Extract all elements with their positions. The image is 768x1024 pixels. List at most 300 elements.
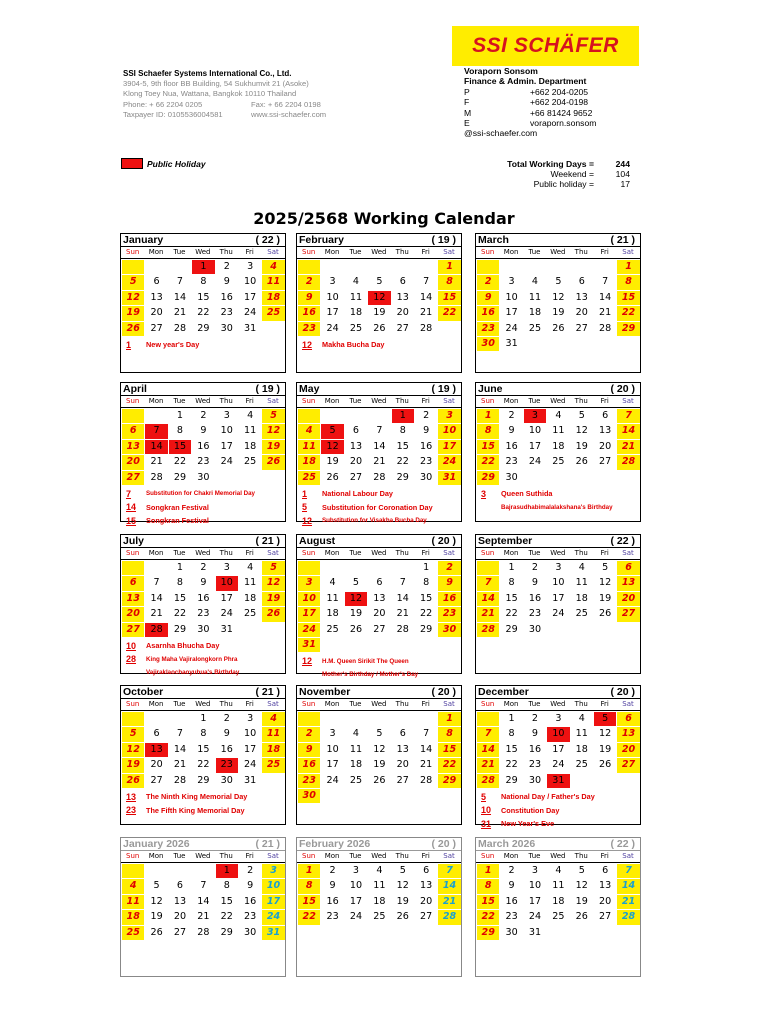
day-cell: 23 [438,607,460,621]
working-days-count: ( 20 ) [431,686,456,698]
weekday-sat: Sat [622,700,634,708]
day-cell: 4 [247,410,254,421]
holiday-note [126,666,285,680]
holiday-note-text: Makha Bucha Day [322,340,385,350]
company-fax: Fax: + 66 2204 0198 [251,99,321,109]
day-cell: 12 [575,425,588,437]
month-name: April [123,383,147,395]
weekday-mon: Mon [148,397,164,405]
working-days-count: ( 20 ) [610,383,635,395]
day-cell: 16 [438,592,460,606]
day-cell: 13 [599,880,612,892]
day-grid [476,259,640,351]
day-cell: 29 [173,623,187,635]
day-cell: 16 [244,895,257,907]
day-cell: 8 [508,577,515,589]
day-cell: 28 [617,910,639,924]
day-cell: 1 [508,562,515,573]
working-days-count: ( 20 ) [431,838,456,850]
weekday-sun: Sun [302,248,316,256]
day-cell: 1 [176,562,184,573]
day-cell: 12 [599,728,612,740]
weekday-tue: Tue [528,700,541,708]
month-name: September [478,535,533,547]
empty-cell [169,712,191,726]
day-cell: 17 [349,895,363,907]
month-name: February [299,234,344,246]
month-header [476,838,640,851]
empty-cell [500,260,522,274]
day-cell: 18 [244,440,257,452]
day-cell: 20 [420,895,433,907]
day-cell: 8 [399,425,406,437]
day-cell: 31 [547,774,569,788]
holiday-notes [121,788,285,817]
day-cell: 24 [505,322,518,334]
weekday-fri: Fri [600,852,609,860]
day-cell: 9 [200,577,207,589]
day-cell: 17 [505,307,518,319]
day-cell: 8 [176,577,184,589]
total-working-days-value: 244 [615,159,630,169]
weekday-wed: Wed [195,248,211,256]
day-cell: 8 [438,275,460,289]
day-cell: 28 [145,623,167,637]
weekday-header [297,851,461,863]
day-cell: 5 [578,410,585,421]
day-grid [476,560,640,637]
day-cell: 18 [552,440,565,452]
day-cell: 23 [528,608,542,620]
day-cell: 21 [617,895,639,909]
day-cell: 9 [423,425,430,437]
day-cell: 14 [396,592,409,604]
company-info [123,69,326,120]
weekday-header [121,851,285,863]
month-header [297,383,461,396]
weekday-wed: Wed [195,852,211,860]
holiday-note [302,338,461,352]
holiday-note [481,817,640,831]
day-cell: 11 [349,743,363,755]
empty-cell [145,712,167,726]
holiday-notes [121,336,285,352]
day-cell: 19 [599,743,612,755]
day-cell: 6 [153,276,160,288]
day-cell: 30 [505,926,518,938]
day-cell: 19 [326,456,339,468]
holiday-note [481,803,640,817]
month-header [121,686,285,699]
holiday-note-text: Vajiraklaochaoyuhua's Birthday [146,669,240,677]
day-cell: 19 [150,911,163,923]
day-cell: 19 [262,592,284,606]
day-cell: 3 [223,410,230,421]
day-cell: 3 [531,865,539,876]
day-cell: 3 [247,261,254,272]
public-holiday-label: Public holiday = [533,179,594,190]
day-cell: 28 [599,322,612,334]
day-cell: 12 [150,895,163,907]
day-cell: 7 [438,864,460,878]
empty-cell [192,864,214,878]
month-name: February 2026 [299,838,371,850]
weekday-sat: Sat [622,852,634,860]
holiday-note [302,487,461,501]
empty-cell [392,561,414,575]
day-cell: 13 [122,592,144,606]
day-cell: 11 [552,880,565,892]
day-grid [476,863,640,940]
day-cell: 2 [531,713,539,724]
day-cell: 14 [373,440,386,452]
day-cell: 30 [220,322,233,334]
weekday-sat: Sat [443,248,455,256]
public-holiday-legend [121,158,206,169]
day-cell: 5 [602,562,609,573]
day-cell: 10 [298,592,320,606]
holiday-note-date: 3 [481,488,487,499]
day-cell: 11 [349,291,363,303]
day-cell: 2 [223,261,230,272]
day-cell: 4 [376,865,383,876]
day-cell: 23 [528,759,542,771]
working-days-count: ( 19 ) [431,234,456,246]
weekday-header [297,699,461,711]
day-cell: 28 [396,623,409,635]
day-cell: 10 [244,728,257,740]
weekday-header [121,247,285,259]
weekday-header [121,699,285,711]
day-cell: 10 [220,425,233,437]
day-cell: 15 [505,743,518,755]
day-cell: 30 [505,471,518,483]
day-grid [297,259,461,336]
day-grid [297,560,461,652]
day-cell: 18 [262,743,284,757]
day-cell: 16 [528,592,542,604]
day-cell: 18 [528,307,542,319]
empty-cell [477,712,499,726]
day-cell: 11 [373,880,386,892]
empty-cell [392,712,414,726]
month-august [296,534,462,679]
weekday-sat: Sat [443,397,455,405]
day-cell: 4 [122,879,144,893]
weekday-mon: Mon [324,248,340,256]
day-cell: 24 [528,911,542,923]
contact-m-label: M [464,107,472,118]
day-cell: 31 [528,926,542,938]
day-cell: 17 [326,307,339,319]
day-cell: 23 [216,758,238,772]
day-cell: 3 [555,562,562,573]
weekday-tue: Tue [528,852,541,860]
day-cell: 26 [122,322,144,336]
weekday-wed: Wed [371,248,387,256]
weekday-wed: Wed [195,700,211,708]
weekday-thu: Thu [574,700,588,708]
weekday-wed: Wed [550,852,566,860]
day-cell: 27 [599,911,612,923]
day-cell: 21 [617,440,639,454]
day-cell: 22 [173,456,187,468]
holiday-notes [297,652,461,681]
day-cell: 28 [197,926,210,938]
day-cell: 21 [150,608,163,620]
day-cell: 20 [617,743,639,757]
holiday-note-date: 10 [126,640,137,651]
day-cell: 21 [396,608,409,620]
empty-cell [368,409,390,423]
day-cell: 15 [617,291,639,305]
day-cell: 18 [575,592,588,604]
day-cell: 31 [220,623,233,635]
day-cell: 23 [326,911,339,923]
day-cell: 28 [477,774,499,788]
day-cell: 7 [145,424,167,438]
day-cell: 16 [505,895,518,907]
company-address-1: 3904-5, 9th floor BB Building, 54 Sukhumvit 21 (Asoke) [123,79,309,89]
month-header [476,234,640,247]
calendar-title: 2025/2568 Working Calendar [253,209,515,228]
day-cell: 22 [220,911,233,923]
holiday-notes [476,788,640,831]
month-header [121,838,285,851]
month-name: January [123,234,164,246]
weekday-sun: Sun [481,700,495,708]
day-cell: 13 [373,592,386,604]
day-cell: 21 [438,895,460,909]
empty-cell [477,260,499,274]
weekday-sun: Sun [481,248,495,256]
month-name: July [123,535,145,547]
day-cell: 15 [420,592,433,604]
day-cell: 22 [505,759,518,771]
contact-department: Finance & Admin. Department [464,76,587,87]
day-cell: 30 [420,471,433,483]
day-cell: 2 [200,410,207,421]
weekday-wed: Wed [195,549,211,557]
day-cell: 3 [223,562,230,573]
day-cell: 30 [438,623,460,637]
day-cell: 4 [352,728,360,740]
weekday-mon: Mon [503,700,519,708]
day-cell: 7 [477,576,499,590]
day-cell: 10 [528,425,542,437]
weekday-sun: Sun [302,700,316,708]
weekday-fri: Fri [421,248,430,256]
day-cell: 9 [508,425,515,437]
day-cell: 6 [122,576,144,590]
day-cell: 30 [220,774,233,786]
day-cell: 14 [617,879,639,893]
day-cell: 9 [508,880,515,892]
holiday-note [126,803,285,817]
holiday-note-text: Asarnha Bhucha Day [146,641,220,651]
day-cell: 24 [244,759,257,771]
day-cell: 7 [399,577,406,589]
day-cell: 15 [477,895,499,909]
month-april [120,382,286,526]
day-cell: 12 [575,880,588,892]
empty-cell [368,260,390,274]
day-cell: 19 [552,307,565,319]
month-header [297,234,461,247]
weekday-tue: Tue [173,700,186,708]
weekday-thu: Thu [395,248,409,256]
weekday-fri: Fri [421,397,430,405]
day-cell: 27 [396,774,409,786]
empty-cell [321,409,343,423]
weekday-sun: Sun [481,852,495,860]
day-cell: 13 [349,440,363,452]
day-cell: 3 [329,728,336,740]
day-cell: 7 [617,409,639,423]
day-cell: 24 [298,623,320,637]
weekday-sun: Sun [302,549,316,557]
day-cell: 28 [150,471,163,483]
weekday-thu: Thu [395,397,409,405]
day-cell: 18 [326,608,339,620]
day-cell: 29 [396,471,409,483]
weekday-mon: Mon [148,248,164,256]
weekday-mon: Mon [324,397,340,405]
day-cell: 30 [244,926,257,938]
day-cell: 11 [244,425,257,437]
weekday-sun: Sun [126,397,140,405]
day-cell: 15 [477,440,499,454]
day-cell: 17 [244,743,257,755]
weekday-sun: Sun [481,549,495,557]
empty-cell [298,260,320,274]
day-cell: 19 [373,759,386,771]
day-cell: 18 [122,910,144,924]
day-cell: 16 [220,291,233,303]
day-cell: 29 [505,774,518,786]
holiday-note-text: Constitution Day [501,805,560,815]
day-cell: 19 [122,758,144,772]
holiday-note [302,514,461,528]
day-cell: 29 [220,926,233,938]
day-cell: 30 [197,623,210,635]
day-cell: 10 [244,276,257,288]
day-cell: 12 [552,291,565,303]
day-cell: 24 [528,456,542,468]
day-cell: 8 [200,728,207,740]
month-march-2026 [475,837,641,977]
day-cell: 10 [216,576,238,590]
empty-cell [321,712,343,726]
day-cell: 23 [220,307,233,319]
day-cell: 28 [173,322,187,334]
day-cell: 16 [197,440,210,452]
day-cell: 20 [575,307,588,319]
contact-phone: +662 204-0205 [530,86,589,97]
contact-p-label: P [464,86,470,97]
day-cell: 2 [298,275,320,289]
day-cell: 4 [578,562,585,573]
day-cell: 12 [262,424,284,438]
month-may [296,382,462,526]
weekday-header [476,699,640,711]
day-cell: 12 [262,576,284,590]
day-cell: 16 [326,895,339,907]
weekday-fri: Fri [600,700,609,708]
holiday-note-text: Bajrasudhabimalalakshana's Birthday [501,503,613,511]
empty-cell [415,712,437,726]
day-cell: 29 [438,774,460,788]
day-cell: 13 [575,291,588,303]
day-cell: 15 [298,895,320,909]
day-cell: 14 [173,743,187,755]
weekday-mon: Mon [324,549,340,557]
month-july [120,534,286,677]
empty-cell [298,409,320,423]
holiday-note-date: 13 [126,791,137,802]
empty-cell [169,260,191,274]
day-cell: 3 [298,576,320,590]
day-cell: 29 [197,322,210,334]
day-cell: 26 [599,608,612,620]
month-february-2026 [296,837,462,977]
day-cell: 30 [197,471,210,483]
day-cell: 18 [349,759,363,771]
day-cell: 7 [617,864,639,878]
day-cell: 16 [477,306,499,320]
month-name: March 2026 [478,838,536,850]
weekday-wed: Wed [550,700,566,708]
weekday-sat: Sat [443,549,455,557]
day-cell: 8 [176,425,184,437]
empty-cell [169,864,191,878]
day-cell: 1 [176,410,184,421]
holiday-note-date: 12 [302,656,313,667]
day-cell: 13 [150,291,163,303]
weekday-fri: Fri [600,549,609,557]
working-days-count: ( 19 ) [431,383,456,395]
day-cell: 4 [247,562,254,573]
day-cell: 16 [298,758,320,772]
month-name: August [299,535,336,547]
day-cell: 23 [420,456,433,468]
day-cell: 6 [578,276,585,288]
day-cell: 22 [396,456,409,468]
empty-cell [477,561,499,575]
holiday-note-date: 15 [126,515,137,526]
day-cell: 26 [575,456,588,468]
day-cell: 26 [349,623,363,635]
day-cell: 14 [599,291,612,303]
day-cell: 29 [420,623,433,635]
day-cell: 25 [349,322,363,334]
weekday-tue: Tue [528,248,541,256]
day-cell: 14 [617,424,639,438]
weekday-wed: Wed [371,549,387,557]
working-days-count: ( 21 ) [255,535,280,547]
day-cell: 17 [552,592,565,604]
working-days-count: ( 20 ) [431,535,456,547]
day-cell: 11 [528,291,542,303]
public-holiday-value: 17 [620,179,630,190]
day-cell: 2 [531,562,539,573]
day-cell: 25 [244,456,257,468]
day-cell: 29 [617,322,639,336]
company-phone: Phone: + 66 2204 0205 [123,99,203,109]
holiday-note-date: 31 [481,818,492,829]
weekday-tue: Tue [349,397,362,405]
month-february [296,233,462,373]
